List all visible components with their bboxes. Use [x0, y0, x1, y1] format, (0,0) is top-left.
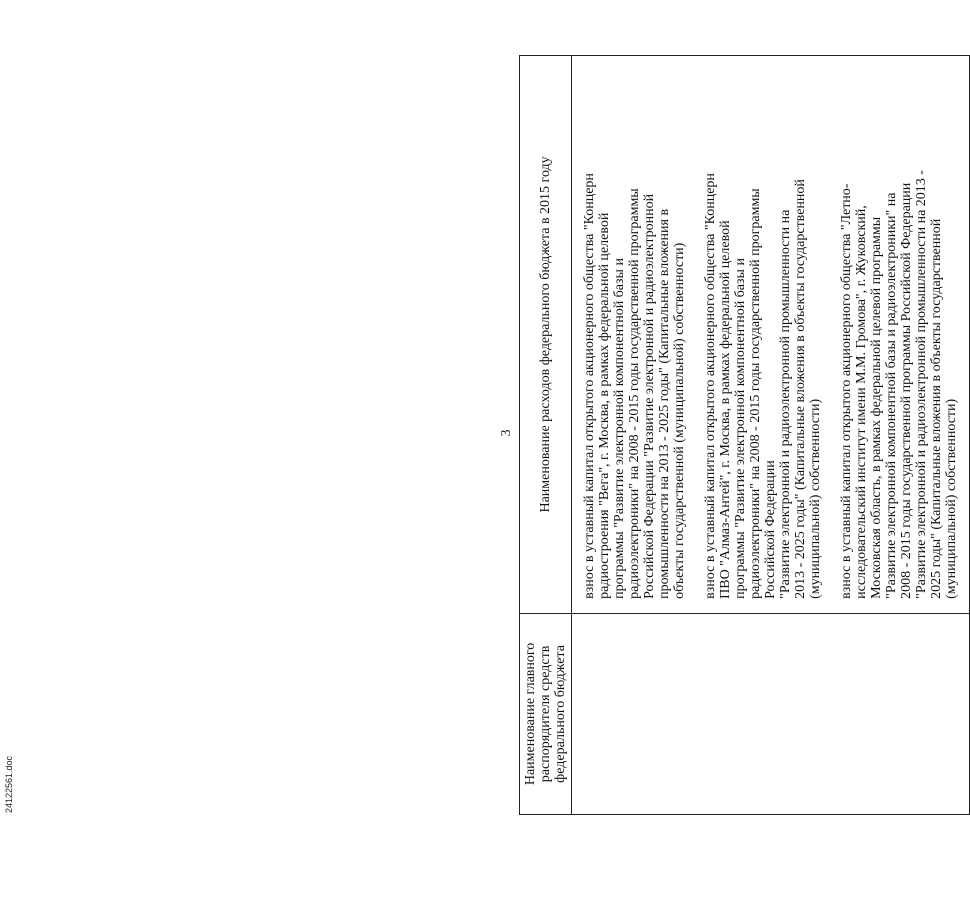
table-row [572, 56, 970, 815]
expense-entry-almaz-antey [703, 66, 823, 599]
header-budget-administrator: Наименование главного распорядителя средств федерального бюджета [520, 613, 572, 814]
expense-entry-vega [582, 66, 687, 599]
entry-line: Московская область, в рамках федеральной целевой программы [869, 216, 884, 599]
entry-line: "Развитие электронной и радиоэлектронной промышленности на 2013 - [914, 170, 929, 599]
document-file-id: 24122561.doc [4, 755, 14, 813]
budget-administrator-cell [572, 613, 970, 814]
entry-line: объекты государственной (муниципальной) собственности) [672, 242, 687, 599]
entry-line: взнос в уставный капитал открытого акционерного общества "Концерн [582, 173, 597, 599]
entry-line: Российской Федерации "Развитие электронной и радиоэлектронной [642, 193, 657, 599]
entry-line: взнос в уставный капитал открытого акционерного общества "Летно- [839, 183, 854, 599]
budget-table [519, 55, 970, 815]
entry-line: взнос в уставный капитал открытого акционерного общества "Концерн [703, 173, 718, 599]
entry-line: радиостроения "Вега", г. Москва, в рамках федеральной целевой [597, 212, 612, 599]
entry-line: радиоэлектроники" на 2008 - 2015 годы государственной программы [748, 188, 763, 599]
table-header-row [520, 56, 572, 815]
header-expense-name: Наименование расходов федерального бюджета в 2015 году [520, 56, 572, 614]
entry-line: программы "Развитие электронной компонентной базы и [733, 258, 748, 599]
expense-cell [572, 56, 970, 614]
entry-line: ПВО "Алмаз-Антей", г. Москва, в рамках федеральной целевой [718, 220, 733, 599]
entry-line: 2025 годы" (Капитальные вложения в объекты государственной [929, 218, 944, 599]
entry-line: программы "Развитие электронной компонентной базы и [612, 258, 627, 599]
entry-line: (муниципальной) собственности) [808, 398, 823, 599]
rotated-document-page [499, 55, 959, 815]
entry-line: (муниципальной) собственности) [944, 398, 959, 599]
entry-line: промышленности на 2013 - 2025 годы" (Капитальные вложения в [657, 208, 672, 599]
entry-line: "Развитие электронной и радиоэлектронной промышленности на [778, 209, 793, 599]
entry-line: 2008 - 2015 годы государственной программы Российской Федерации [899, 182, 914, 599]
entry-line: Российской Федерации [763, 460, 778, 599]
entry-line: 2013 - 2025 годы" (Капитальные вложения в объекты государственной [793, 179, 808, 599]
entry-line: радиоэлектроники" на 2008 - 2015 годы государственной программы [627, 188, 642, 599]
expense-entry-gromov-institute [839, 66, 959, 599]
entry-line: "Развитие электронной компонентной базы и радиоэлектроники" на [884, 192, 899, 599]
entry-line: исследовательский институт имени М.М. Громова", г. Жуковский, [854, 205, 869, 599]
page-number: 3 [499, 429, 514, 437]
